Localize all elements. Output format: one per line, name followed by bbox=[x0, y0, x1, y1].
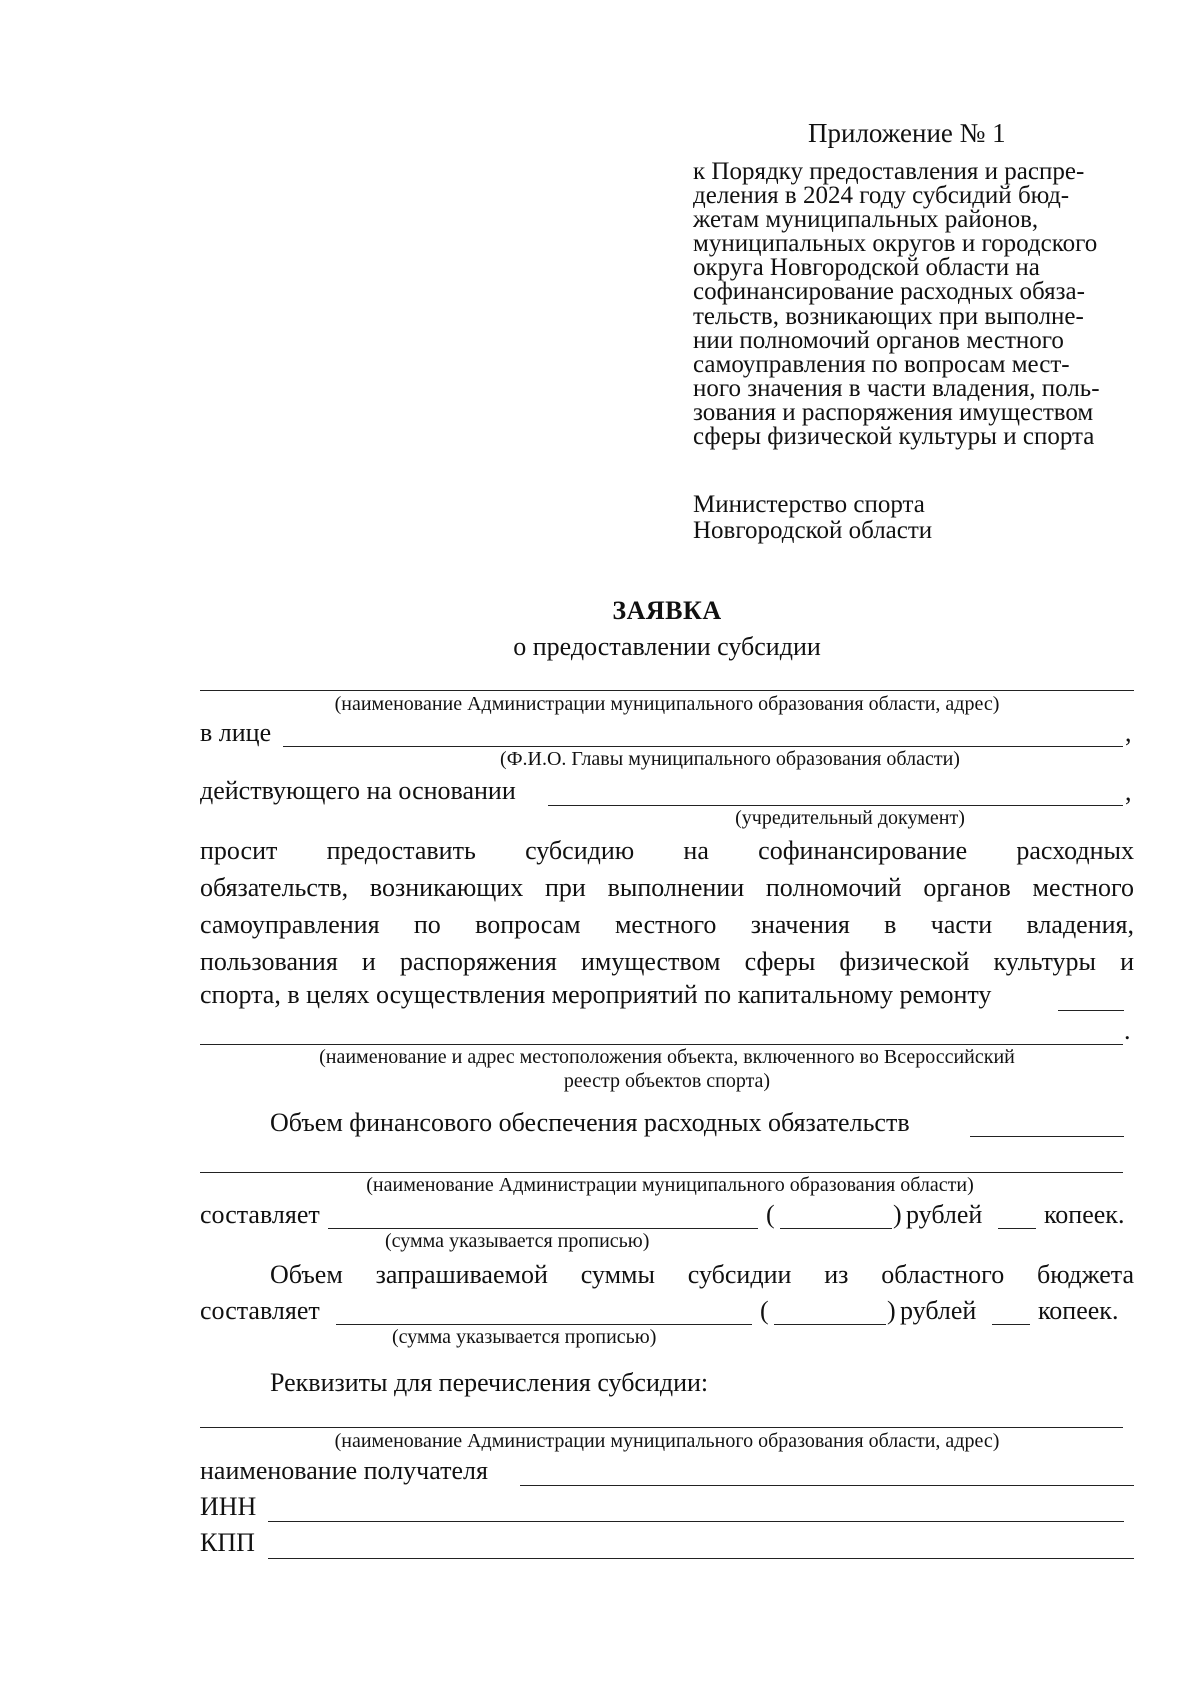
head-caption: (Ф.И.О. Главы муниципального образования области) bbox=[500, 748, 960, 770]
appendix-line: жетам муниципальных районов, bbox=[693, 206, 1039, 234]
rubles-label: рублей bbox=[906, 1200, 983, 1229]
appendix-line: деления в 2024 году субсидий бюд- bbox=[693, 182, 1070, 210]
request-paragraph bbox=[200, 832, 1134, 980]
head-name-field[interactable] bbox=[283, 746, 1123, 747]
funding-amount-field-start[interactable] bbox=[970, 1136, 1124, 1137]
appendix-line: зования и распоряжения имуществом bbox=[693, 398, 1094, 426]
repair-object-field[interactable] bbox=[200, 1044, 1123, 1045]
request-line: обязательств, возникающих при выполнении полномочий органов местного bbox=[200, 873, 1134, 902]
amount-caption: (сумма указывается прописью) bbox=[385, 1230, 650, 1252]
period: . bbox=[1124, 1016, 1131, 1045]
funding-admin-field[interactable] bbox=[200, 1172, 1123, 1173]
object-caption-line-2: реестр объектов спорта) bbox=[563, 1070, 771, 1092]
appendix-title: Приложение № 1 bbox=[808, 118, 1006, 148]
details-admin-field[interactable] bbox=[200, 1427, 1123, 1428]
inn-label: ИНН bbox=[200, 1492, 257, 1521]
rubles-label: рублей bbox=[900, 1296, 977, 1325]
kopecks-label: копеек. bbox=[1044, 1200, 1125, 1229]
request-line: просит предоставить субсидию на софинансирование расходных bbox=[200, 836, 1134, 865]
request-last-line: спорта, в целях осуществления мероприятий по капитальному ремонту bbox=[200, 980, 992, 1009]
inn-field[interactable] bbox=[268, 1521, 1124, 1522]
appendix-line: округа Новгородской области на bbox=[693, 254, 1040, 282]
applicant-caption: (наименование Администрации муниципального образования области, адрес) bbox=[334, 693, 1000, 715]
open-paren: ( bbox=[760, 1296, 769, 1325]
details-label: Реквизиты для перечисления субсидии: bbox=[270, 1368, 709, 1397]
appendix-line: софинансирование расходных обяза- bbox=[693, 278, 1085, 306]
acting-basis-label: действующего на основании bbox=[200, 776, 516, 805]
appendix-line: самоуправления по вопросам мест- bbox=[693, 350, 1070, 378]
appendix-line: ного значения в части владения, поль- bbox=[693, 374, 1100, 402]
appendix-line: сферы физической культуры и спорта bbox=[693, 423, 1095, 451]
subsidy-amount-words-field[interactable] bbox=[336, 1324, 752, 1325]
addressee bbox=[693, 492, 932, 544]
appendix-line: к Порядку предоставления и распре- bbox=[693, 158, 1085, 185]
details-caption: (наименование Администрации муниципального образования области, адрес) bbox=[334, 1430, 1000, 1452]
funding-amount-words-field[interactable] bbox=[328, 1228, 758, 1229]
request-line: самоуправления по вопросам местного значения в части владения, bbox=[200, 910, 1134, 939]
appendix-description bbox=[693, 160, 1163, 449]
funding-amount-digits-field[interactable] bbox=[780, 1228, 892, 1229]
kpp-label: КПП bbox=[200, 1528, 255, 1557]
close-paren: ) bbox=[893, 1200, 902, 1229]
charter-document-field[interactable] bbox=[548, 805, 1123, 806]
addressee-line-1: Министерство спорта bbox=[693, 491, 925, 518]
close-paren: ) bbox=[887, 1296, 896, 1325]
addressee-line-2: Новгородской области bbox=[693, 517, 933, 544]
funding-label: Объем финансового обеспечения расходных обязательств bbox=[270, 1108, 910, 1137]
funding-kopecks-field[interactable] bbox=[998, 1228, 1036, 1229]
subsidy-kopecks-field[interactable] bbox=[992, 1324, 1030, 1325]
repair-object-field-start[interactable] bbox=[1058, 1010, 1124, 1011]
requested-line: Объем запрашиваемой суммы субсидии из областного бюджета bbox=[270, 1260, 1134, 1289]
appendix-line: тельств, возникающих при выполне- bbox=[693, 302, 1084, 330]
comma: , bbox=[1125, 777, 1132, 806]
represented-by-label: в лице bbox=[200, 718, 272, 747]
appendix-line: муниципальных округов и городского bbox=[693, 230, 1098, 258]
kpp-field[interactable] bbox=[268, 1558, 1134, 1559]
amount-caption: (сумма указывается прописью) bbox=[392, 1326, 657, 1348]
request-line: пользования и распоряжения имуществом сферы физической культуры и bbox=[200, 947, 1134, 976]
amount-label: составляет bbox=[200, 1296, 320, 1325]
appendix-line: нии полномочий органов местного bbox=[693, 326, 1064, 354]
open-paren: ( bbox=[766, 1200, 775, 1229]
kopecks-label: копеек. bbox=[1038, 1296, 1119, 1325]
recipient-field[interactable] bbox=[520, 1485, 1134, 1486]
applicant-name-field[interactable] bbox=[200, 690, 1134, 691]
recipient-label: наименование получателя bbox=[200, 1456, 488, 1485]
admin-caption: (наименование Администрации муниципального образования области) bbox=[366, 1174, 974, 1196]
object-caption-line-1: (наименование и адрес местоположения объекта, включенного во Всероссийский bbox=[319, 1046, 1015, 1068]
amount-label: составляет bbox=[200, 1200, 320, 1229]
document-subtitle: о предоставлении субсидии bbox=[513, 632, 821, 661]
subsidy-amount-digits-field[interactable] bbox=[774, 1324, 886, 1325]
charter-caption: (учредительный документ) bbox=[735, 807, 965, 829]
comma: , bbox=[1125, 718, 1132, 747]
requested-paragraph bbox=[200, 1256, 1134, 1293]
document-title: ЗАЯВКА bbox=[612, 596, 722, 625]
